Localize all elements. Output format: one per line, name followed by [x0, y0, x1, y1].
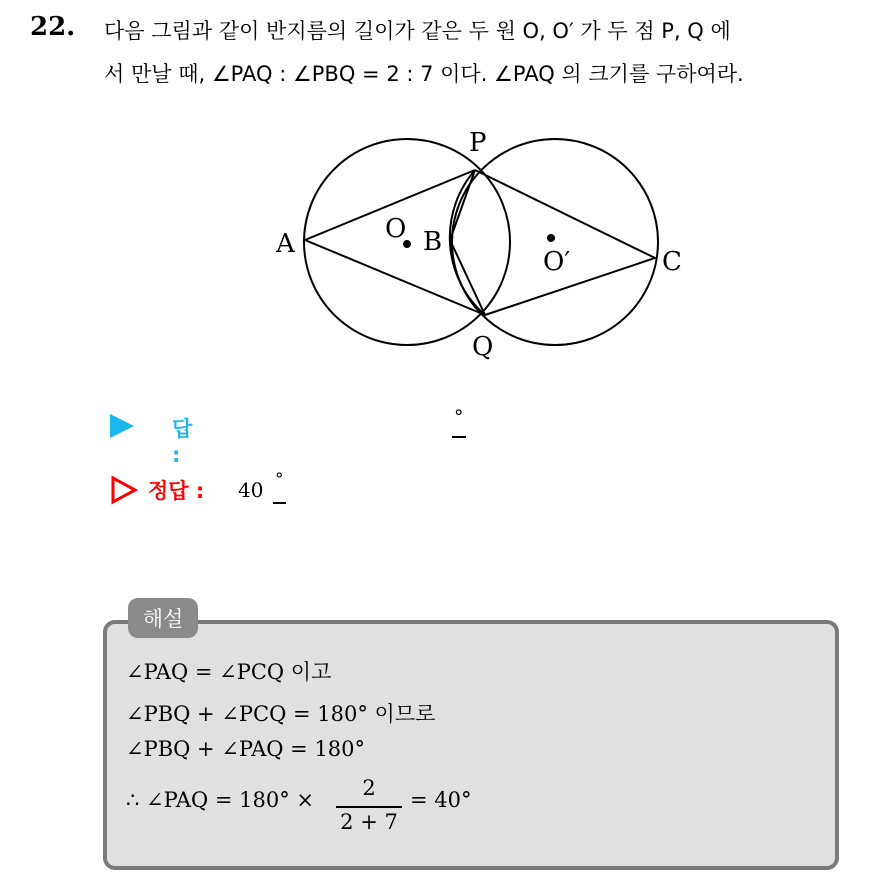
question-text-line-1: 다음 그림과 같이 반지름의 길이가 같은 두 원 O, O′ 가 두 점 P, Q 에: [104, 19, 731, 43]
explanation-tag: 해설: [128, 598, 198, 638]
center-o-prime-dot: [547, 234, 555, 242]
fraction-numerator: 2: [362, 776, 376, 800]
answer-label: 답 :: [172, 417, 193, 467]
answer-arrow-icon: [110, 414, 134, 438]
label-p: P: [469, 128, 487, 158]
fraction-bar: [336, 806, 402, 808]
label-a: A: [276, 229, 295, 259]
explanation-line-4-prefix: ∴ ∠PAQ = 180° ×: [126, 788, 315, 812]
label-q: Q: [472, 332, 494, 362]
correct-answer-label: 정답 :: [148, 479, 205, 503]
label-b: B: [423, 227, 443, 257]
triangle-pbq: [450, 170, 485, 315]
correct-arrow-icon: [110, 475, 138, 505]
geometry-figure: [270, 120, 690, 370]
explanation-fraction: [336, 776, 402, 834]
triangle-pcq: [475, 170, 655, 315]
label-o-prime: O′: [543, 247, 571, 277]
correct-answer-underline: [273, 502, 286, 504]
label-o: O: [385, 214, 407, 244]
question-number: 22.: [30, 12, 76, 42]
explanation-line-2: ∠PBQ + ∠PCQ = 180° 이므로: [126, 702, 436, 726]
explanation-line-3: ∠PBQ + ∠PAQ = 180°: [126, 737, 366, 761]
fraction-denominator: 2 + 7: [340, 810, 398, 834]
answer-underline: [452, 436, 466, 438]
label-c: C: [662, 247, 682, 277]
correct-answer-value: 40: [238, 478, 264, 502]
correct-answer-degree: °: [275, 470, 284, 490]
explanation-line-1: ∠PAQ = ∠PCQ 이고: [126, 660, 332, 684]
question-text-line-2: 서 만날 때, ∠PAQ : ∠PBQ = 2 : 7 이다. ∠PAQ 의 크기를 구하여라.: [104, 62, 744, 86]
answer-degree: °: [454, 406, 464, 428]
explanation-line-4-suffix: = 40°: [410, 788, 472, 812]
